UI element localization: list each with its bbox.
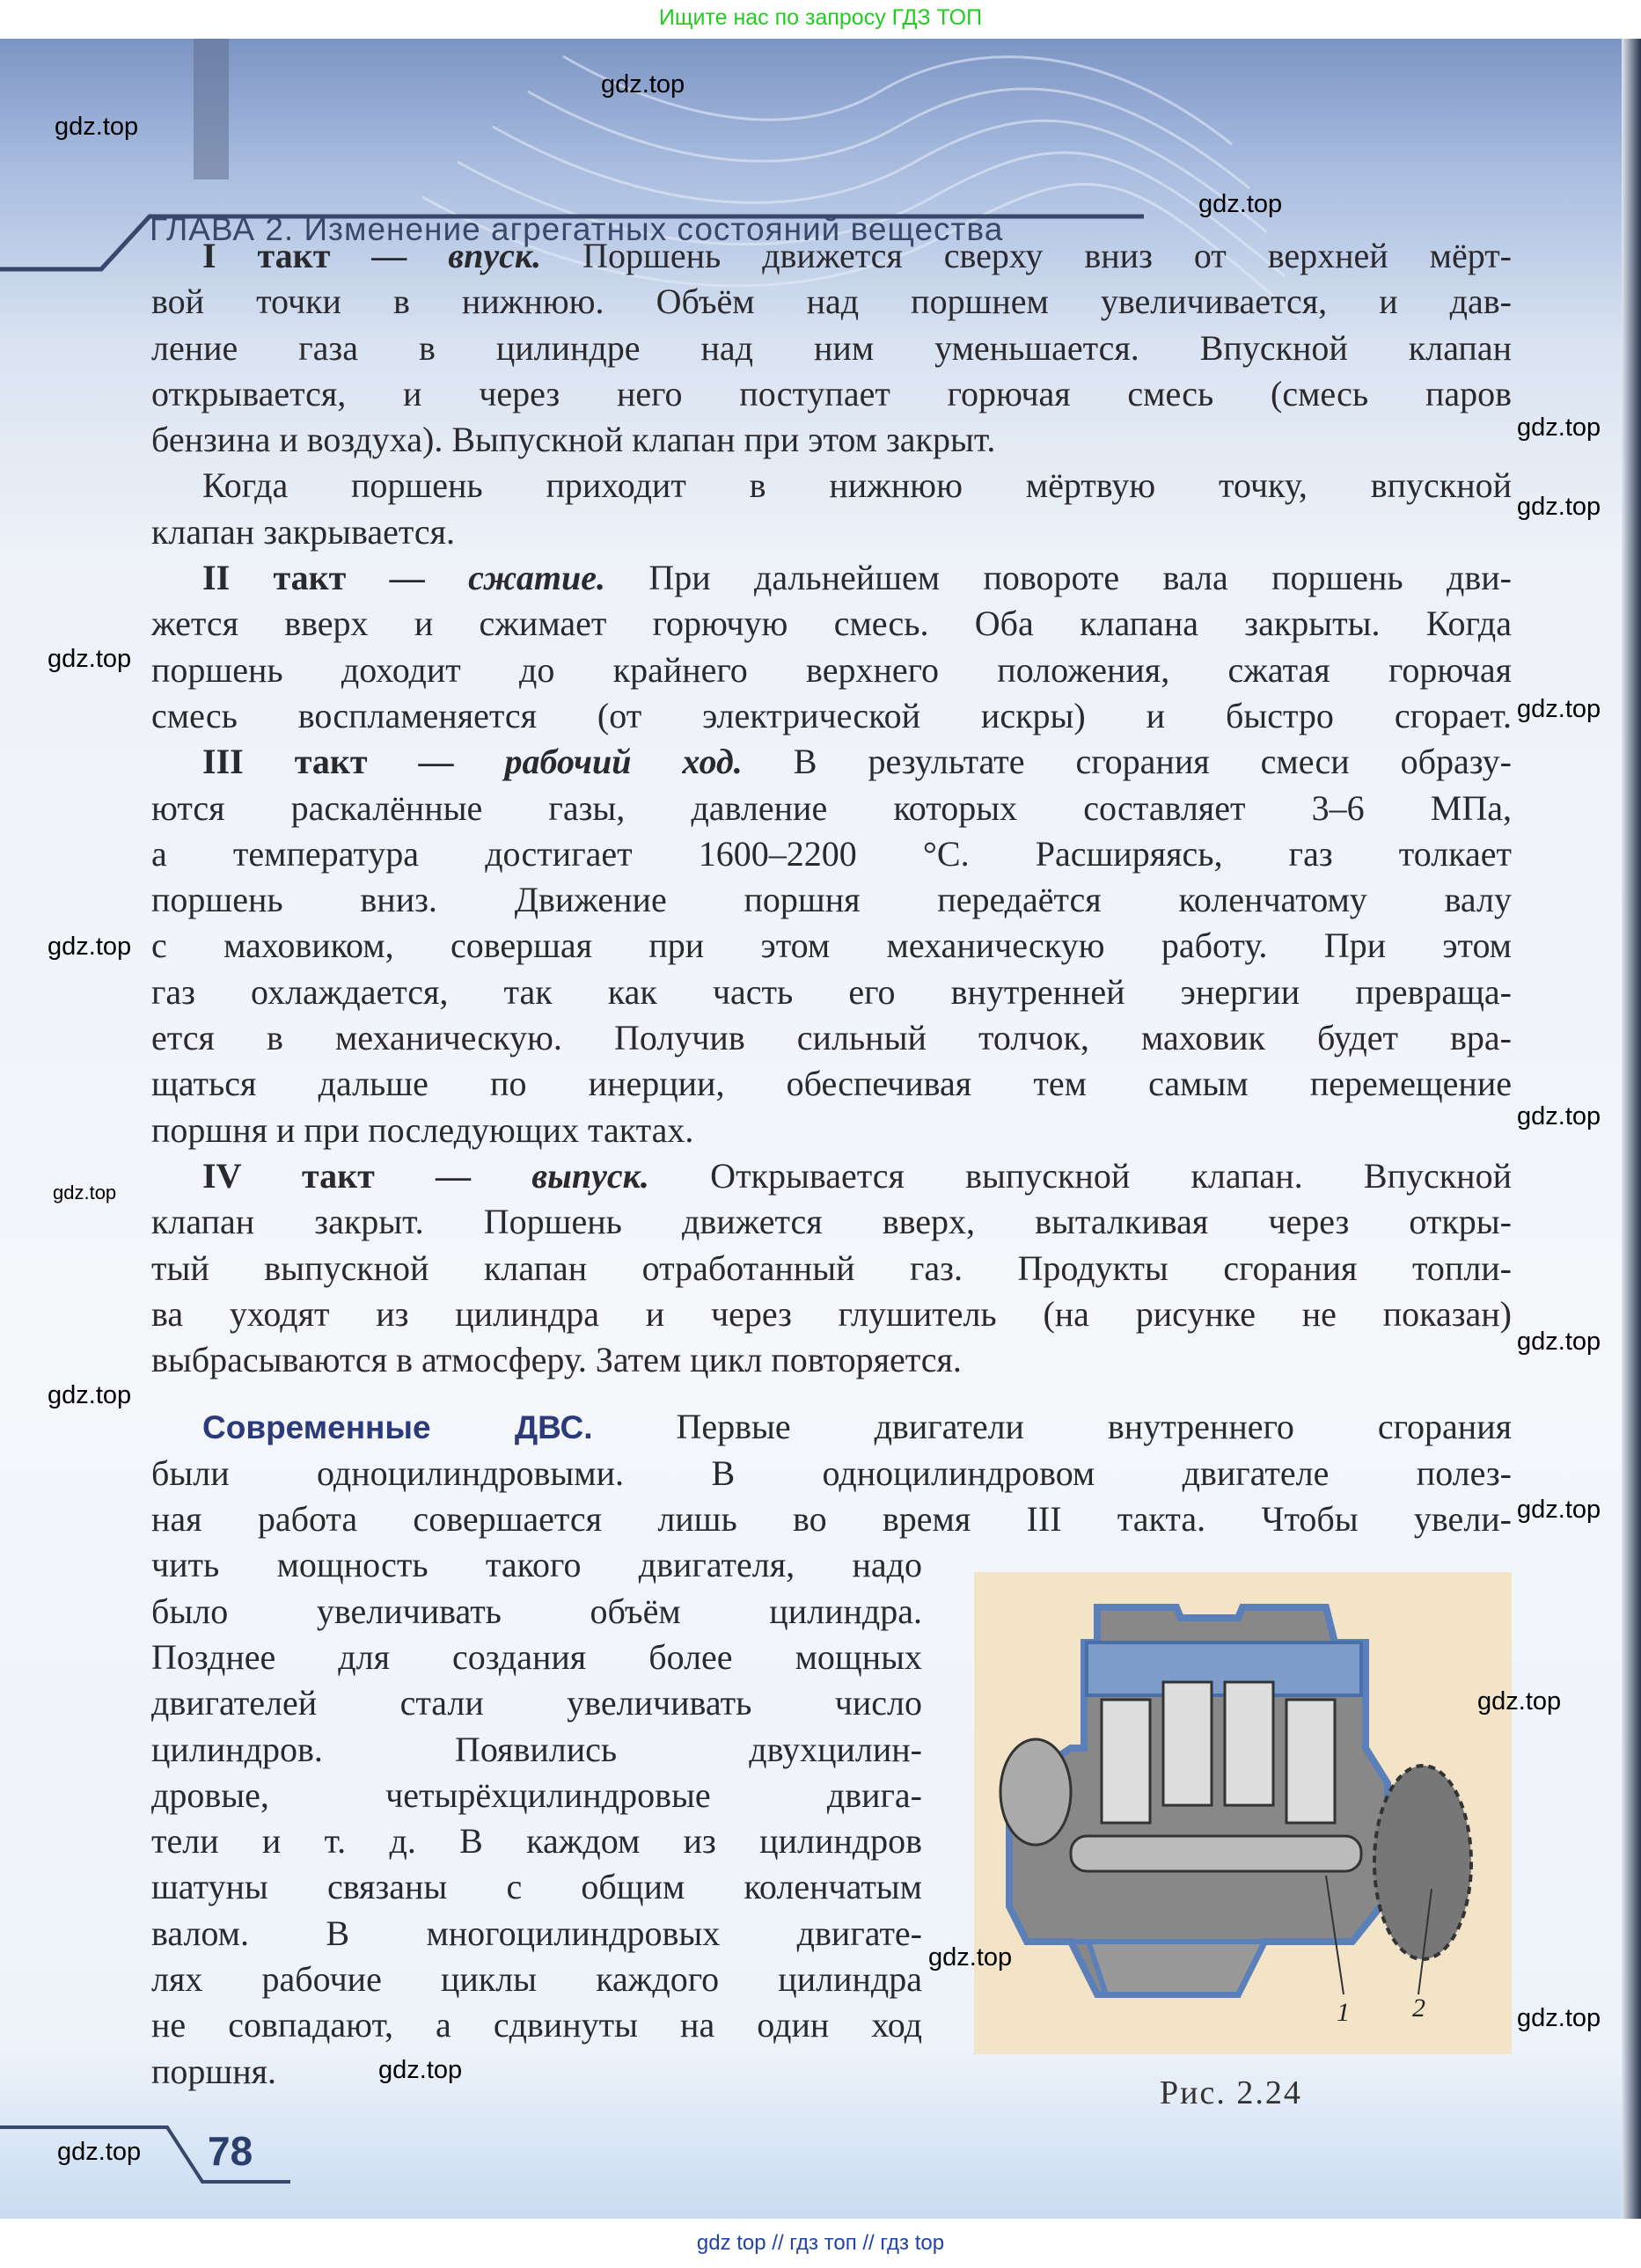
text-run: лях рабочие циклы каждого цилиндра bbox=[151, 1958, 922, 1999]
text-run: ются раскалённые газы, давление которых составляет 3–6 МПа, bbox=[151, 787, 1512, 828]
text-run: вой точки в нижнюю. Объём над поршнем увеличивается, и дав- bbox=[151, 282, 1512, 322]
term-emphasis: рабочий ход. bbox=[504, 742, 743, 782]
text-line bbox=[151, 1108, 1512, 1153]
watermark: gdz.top bbox=[378, 2056, 463, 2084]
text-line bbox=[151, 1153, 1512, 1199]
text-line bbox=[151, 555, 1512, 601]
text-line bbox=[151, 279, 1512, 325]
text-line bbox=[151, 1451, 1512, 1496]
text-line bbox=[151, 1496, 1512, 1542]
text-line bbox=[151, 1404, 1512, 1450]
text-run: поршень доходит до крайнего верхнего положения, сжатая горючая bbox=[151, 649, 1512, 690]
term-emphasis: IV такт — bbox=[202, 1155, 532, 1196]
text-run: ление газа в цилиндре над ним уменьшается. Впускной клапан bbox=[151, 327, 1512, 368]
text-line bbox=[151, 326, 1512, 371]
text-run: Когда поршень приходит в нижнюю мёртвую точку, впускной bbox=[202, 465, 1512, 506]
text-run: тели и т. д. В каждом из цилиндров bbox=[151, 1821, 922, 1862]
text-run: щаться дальше по инерции, обеспечивая тем самым перемещение bbox=[151, 1064, 1512, 1104]
top-banner-text: Ищите нас по запросу ГДЗ ТОП bbox=[658, 5, 983, 30]
text-run: Позднее для создания более мощных bbox=[151, 1636, 922, 1677]
figure-label-1: 1 bbox=[1337, 1998, 1350, 2027]
text-run: поршень вниз. Движение поршня передаётся коленчатому валу bbox=[151, 880, 1512, 920]
text-line bbox=[151, 463, 1512, 508]
text-run: открывается, и через него поступает горючая смесь (смесь паров bbox=[151, 373, 1512, 413]
text-run: В результате сгорания смеси образу- bbox=[742, 742, 1513, 782]
page-number: 78 bbox=[208, 2128, 253, 2174]
text-run: валом. В многоцилиндровых двигате- bbox=[151, 1913, 922, 1953]
text-run: поршня и при последующих тактах. bbox=[151, 1109, 694, 1150]
engine-figure bbox=[974, 1572, 1512, 2054]
term-emphasis: II такт — bbox=[202, 558, 469, 598]
text-run: ется в механическую. Получив сильный толчок, маховик будет вра- bbox=[151, 1018, 1512, 1058]
figure-label-2: 2 bbox=[1412, 1994, 1425, 2023]
watermark: gdz.top bbox=[48, 1381, 132, 1409]
watermark: gdz.top bbox=[57, 2138, 142, 2166]
watermark: gdz.top bbox=[1517, 2004, 1601, 2032]
text-line bbox=[151, 2049, 922, 2095]
term-emphasis: сжатие. bbox=[468, 558, 605, 598]
watermark: gdz.top bbox=[1198, 190, 1283, 218]
watermark: gdz.top bbox=[1517, 1496, 1601, 1524]
text-line bbox=[151, 1337, 1512, 1383]
text-line bbox=[151, 1957, 922, 2002]
watermark: gdz.top bbox=[928, 1943, 1013, 1972]
text-run: дровые, четырёхцилиндровые двига- bbox=[151, 1774, 922, 1815]
text-line bbox=[151, 233, 1512, 279]
text-run: а температура достигает 1600–2200 °С. Расширяясь, газ толкает bbox=[151, 833, 1512, 874]
watermark: gdz.top bbox=[1517, 413, 1601, 442]
text-line bbox=[151, 601, 1512, 647]
text-run: Открывается выпускной клапан. Впускной bbox=[648, 1155, 1512, 1196]
watermark: gdz.top bbox=[601, 70, 685, 99]
chapter-title: ГЛАВА 2. Изменение агрегатных состояний вещества bbox=[150, 211, 1004, 247]
watermark: gdz.top bbox=[1477, 1687, 1562, 1716]
text-line bbox=[151, 739, 1512, 785]
text-line bbox=[151, 1727, 922, 1773]
text-line bbox=[151, 417, 1512, 463]
text-run: газ охлаждается, так как часть его внутренней энергии превраща- bbox=[151, 971, 1512, 1012]
text-line bbox=[151, 509, 1512, 555]
text-line bbox=[151, 1818, 922, 1864]
text-line bbox=[151, 1773, 922, 1818]
text-line bbox=[151, 1680, 922, 1726]
text-run: Первые двигатели внутреннего сгорания bbox=[592, 1407, 1512, 1447]
text-line bbox=[151, 1061, 1512, 1107]
watermark: gdz.top bbox=[1517, 1328, 1601, 1356]
watermark: gdz.top bbox=[53, 1182, 117, 1204]
text-run: При дальнейшем повороте вала поршень дви- bbox=[604, 558, 1513, 598]
text-line bbox=[151, 1635, 922, 1680]
footer-links bbox=[0, 2219, 1641, 2254]
page-number-tab bbox=[0, 2120, 317, 2191]
text-line bbox=[151, 786, 1512, 831]
figure-caption: Рис. 2.24 bbox=[1160, 2074, 1302, 2111]
engine-illustration bbox=[974, 1572, 1512, 2054]
text-run: ва уходят из цилиндра и через глушитель (на рисунке не показан) bbox=[151, 1293, 1512, 1334]
text-line bbox=[151, 969, 1512, 1015]
text-run: шатуны связаны с общим коленчатым bbox=[151, 1867, 922, 1907]
text-run: ная работа совершается лишь во время III такта. Чтобы увели- bbox=[151, 1499, 1512, 1540]
watermark: gdz.top bbox=[55, 113, 139, 141]
text-run: с маховиком, совершая при этом механическую работу. При этом bbox=[151, 925, 1512, 966]
top-banner bbox=[0, 0, 1641, 39]
text-run: клапан закрыт. Поршень движется вверх, выталкивая через откры- bbox=[151, 1202, 1512, 1242]
term-emphasis: выпуск. bbox=[531, 1155, 649, 1196]
text-run: жется вверх и сжимает горючую смесь. Оба клапана закрыты. Когда bbox=[151, 604, 1512, 644]
text-line bbox=[151, 647, 1512, 693]
watermark: gdz.top bbox=[1517, 493, 1601, 521]
text-line bbox=[151, 1246, 1512, 1291]
watermark: gdz.top bbox=[1517, 1102, 1601, 1130]
text-run: цилиндров. Появились двухцилин- bbox=[151, 1729, 922, 1769]
term-emphasis: I такт — bbox=[202, 236, 449, 275]
text-line bbox=[151, 831, 1512, 877]
watermark: gdz.top bbox=[48, 645, 132, 673]
text-run: двигателей стали увеличивать число bbox=[151, 1683, 922, 1723]
text-line bbox=[151, 1864, 922, 1910]
text-line bbox=[151, 1911, 922, 1957]
text-run: смесь воспламеняется (от электрической искры) и быстро сгорает. bbox=[151, 695, 1512, 735]
text-run: выбрасываются в атмосферу. Затем цикл повторяется. bbox=[151, 1340, 962, 1380]
text-line bbox=[151, 693, 1512, 739]
footer-text[interactable]: gdz top // гдз топ // гдз top bbox=[696, 2231, 945, 2255]
text-run: было увеличивать объём цилиндра. bbox=[151, 1591, 922, 1631]
text-run: Поршень движется сверху вниз от верхней мёрт- bbox=[541, 236, 1513, 275]
watermark: gdz.top bbox=[1517, 695, 1601, 723]
text-run: чить мощность такого двигателя, надо bbox=[151, 1545, 922, 1585]
section-heading: Современные ДВС. bbox=[202, 1409, 593, 1446]
text-line bbox=[151, 923, 1512, 969]
text-run: поршня. bbox=[151, 2051, 277, 2091]
text-line bbox=[151, 1291, 1512, 1337]
term-emphasis: впуск. bbox=[448, 236, 542, 275]
watermark: gdz.top bbox=[48, 933, 132, 961]
text-line bbox=[151, 1199, 1512, 1245]
text-line bbox=[151, 1589, 922, 1635]
text-line bbox=[151, 877, 1512, 923]
text-line bbox=[151, 371, 1512, 417]
text-run: были одноцилиндровыми. В одноцилиндровом двигателе полез- bbox=[151, 1452, 1512, 1493]
text-run: не совпадают, а сдвинуты на один ход bbox=[151, 2005, 922, 2045]
term-emphasis: III такт — bbox=[202, 742, 505, 782]
text-run: тый выпускной клапан отработанный газ. Продукты сгорания топли- bbox=[151, 1247, 1512, 1288]
text-run: бензина и воздуха). Выпускной клапан при этом закрыт. bbox=[151, 420, 996, 460]
text-line bbox=[151, 1015, 1512, 1061]
text-line bbox=[151, 1542, 922, 1588]
text-line bbox=[151, 2002, 922, 2048]
text-run: клапан закрывается. bbox=[151, 511, 456, 552]
